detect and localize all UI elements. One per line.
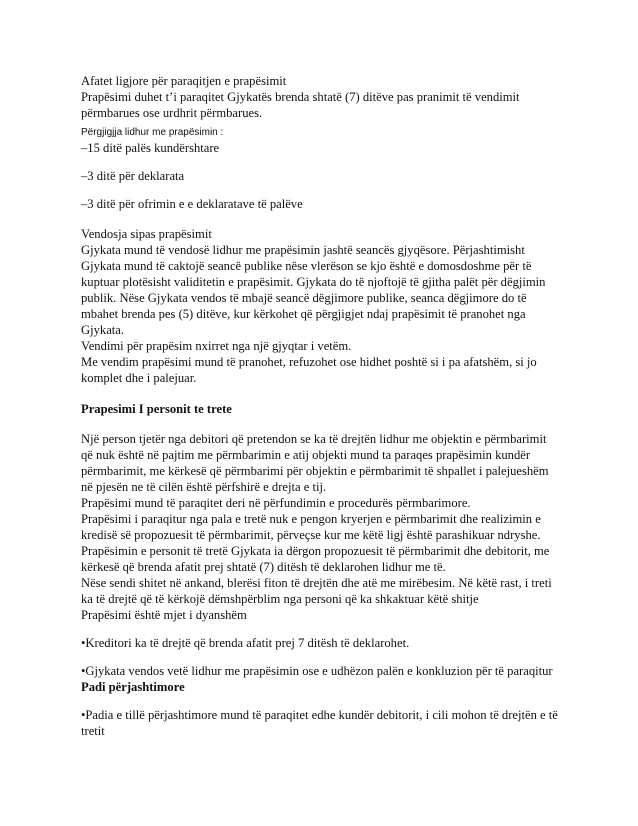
- third-party-paragraph: Prapësimi i paraqitur nga pala e tretë nuk e pengon kryerjen e përmbarimit dhe realizimin e kredisë së propozuesit të përmbarimit, përveçse kur me këtë ligj është parashikuar ndryshe.: [81, 512, 541, 542]
- bullet-item: •Padia e tillë përjashtimore mund të paraqitet edhe kundër debitorit, i cili mohon të drejtën e të tretit: [81, 708, 558, 738]
- decision-outcomes: Me vendim prapësimi mund të pranohet, refuzohet ose hidhet poshtë si i pa afatshëm, si jo komplet dhe i palejuar.: [81, 355, 537, 385]
- bullet-bold-term: Padi përjashtimore: [81, 680, 185, 694]
- decision-title: Vendosja sipas prapësimit: [81, 227, 212, 241]
- third-party-paragraph: Prapësimi është mjet i dyanshëm: [81, 608, 247, 622]
- third-party-heading: Prapesimi I personit te trete: [81, 402, 232, 416]
- document-body: [81, 73, 559, 739]
- bullet-item: •Kreditori ka të drejtë që brenda afatit prej 7 ditësh të deklarohet.: [81, 636, 410, 650]
- response-item: –3 ditë për ofrimin e e deklaratave të palëve: [81, 197, 303, 211]
- bullet-item: [81, 663, 559, 695]
- deadline-title: Afatet ligjore për paraqitjen e prapësimit: [81, 74, 287, 88]
- bullet-text: •Gjykata vendos vetë lidhur me prapësimin ose e udhëzon palën e konkluzion për të paraqitur: [81, 664, 553, 678]
- decision-single-judge: Vendimi për prapësim nxirret nga një gjyqtar i vetëm.: [81, 339, 352, 353]
- third-party-paragraph: Nëse sendi shitet në ankand, blerësi fiton të drejtën dhe atë me mirëbesim. Në këtë rast, i treti ka të drejtë që të kërkojë dëmshpërblim nga personi që ka shkaktuar këtë shitje: [81, 576, 552, 606]
- response-label: Përgjigjja lidhur me prapësimin :: [81, 127, 224, 138]
- response-item: –3 ditë për deklarata: [81, 169, 185, 183]
- third-party-paragraph: Një person tjetër nga debitori që pretendon se ka të drejtën lidhur me objektin e përmbarimit që nuk është në pajtim me përmbarimin e atij objekti mund ta paraqes prapësimin kundër përmbarimit, me kërkesë që përmbarimi për objektin e përmbarimit të shpallet i palejueshëm në pjesën ne të cilën është përfshirë e drejta e tij.: [81, 432, 549, 494]
- decision-paragraph: Gjykata mund të vendosë lidhur me prapësimin jashtë seancës gjyqësore. Përjashtimisht Gjykata mund të caktojë seancë publike nëse vlerëson se kjo është e domosdoshme për të kuptuar plotësisht validitetin e prapësimit. Gjykata do të njoftojë të gjitha palët për dëgjimin publik. Nëse Gjykata vendos të mbajë seancë dëgjimore publike, seanca dëgjimore do të mbahet brenda pes (5) ditëve, kur kërkohet që përgjigjet ndaj prapësimit të pranohet nga Gjykata.: [81, 243, 546, 337]
- response-item: –15 ditë palës kundërshtare: [81, 141, 220, 155]
- third-party-paragraph: Prapësimin e personit të tretë Gjykata ia dërgon propozuesit të përmbarimit dhe debitorit, me kërkesë që brenda afatit prej shtatë (7) ditësh të deklarohen lidhur me të.: [81, 544, 550, 574]
- deadline-paragraph: Prapësimi duhet t’i paraqitet Gjykatës brenda shtatë (7) ditëve pas pranimit të vendimit përmbarues ose urdhrit përmbarues.: [81, 90, 520, 120]
- third-party-paragraph: Prapësimi mund të paraqitet deri në përfundimin e procedurës përmbarimore.: [81, 496, 471, 510]
